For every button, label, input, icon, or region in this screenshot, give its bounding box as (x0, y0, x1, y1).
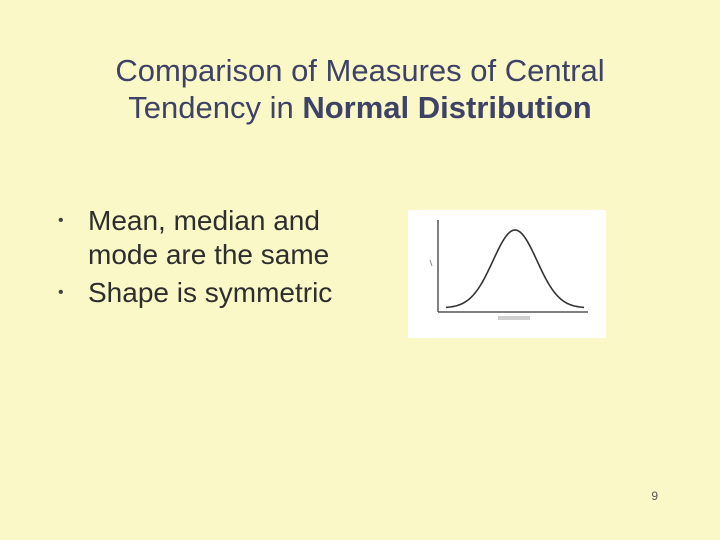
bullet-marker: • (58, 284, 64, 301)
x-axis-mark (498, 316, 530, 320)
title-line-1: Comparison of Measures of Central (115, 53, 605, 88)
bullet-item (58, 204, 388, 272)
bell-curve (446, 230, 584, 307)
bullet-text: Mean, median and mode are the same (88, 205, 330, 270)
bullet-text: Shape is symmetric (88, 277, 333, 308)
normal-curve-figure (408, 210, 606, 338)
page-number: 9 (651, 489, 658, 503)
title-line-2-bold: Normal Distribution (302, 90, 592, 125)
title-line-2 (40, 89, 680, 126)
bullet-marker: • (58, 212, 64, 229)
bullet-list (58, 204, 388, 314)
bullet-item (58, 276, 388, 310)
normal-curve-icon (408, 210, 606, 338)
slide-title (40, 52, 680, 126)
title-line-2-normal: Tendency in (128, 90, 303, 125)
y-axis-mark (430, 260, 432, 266)
